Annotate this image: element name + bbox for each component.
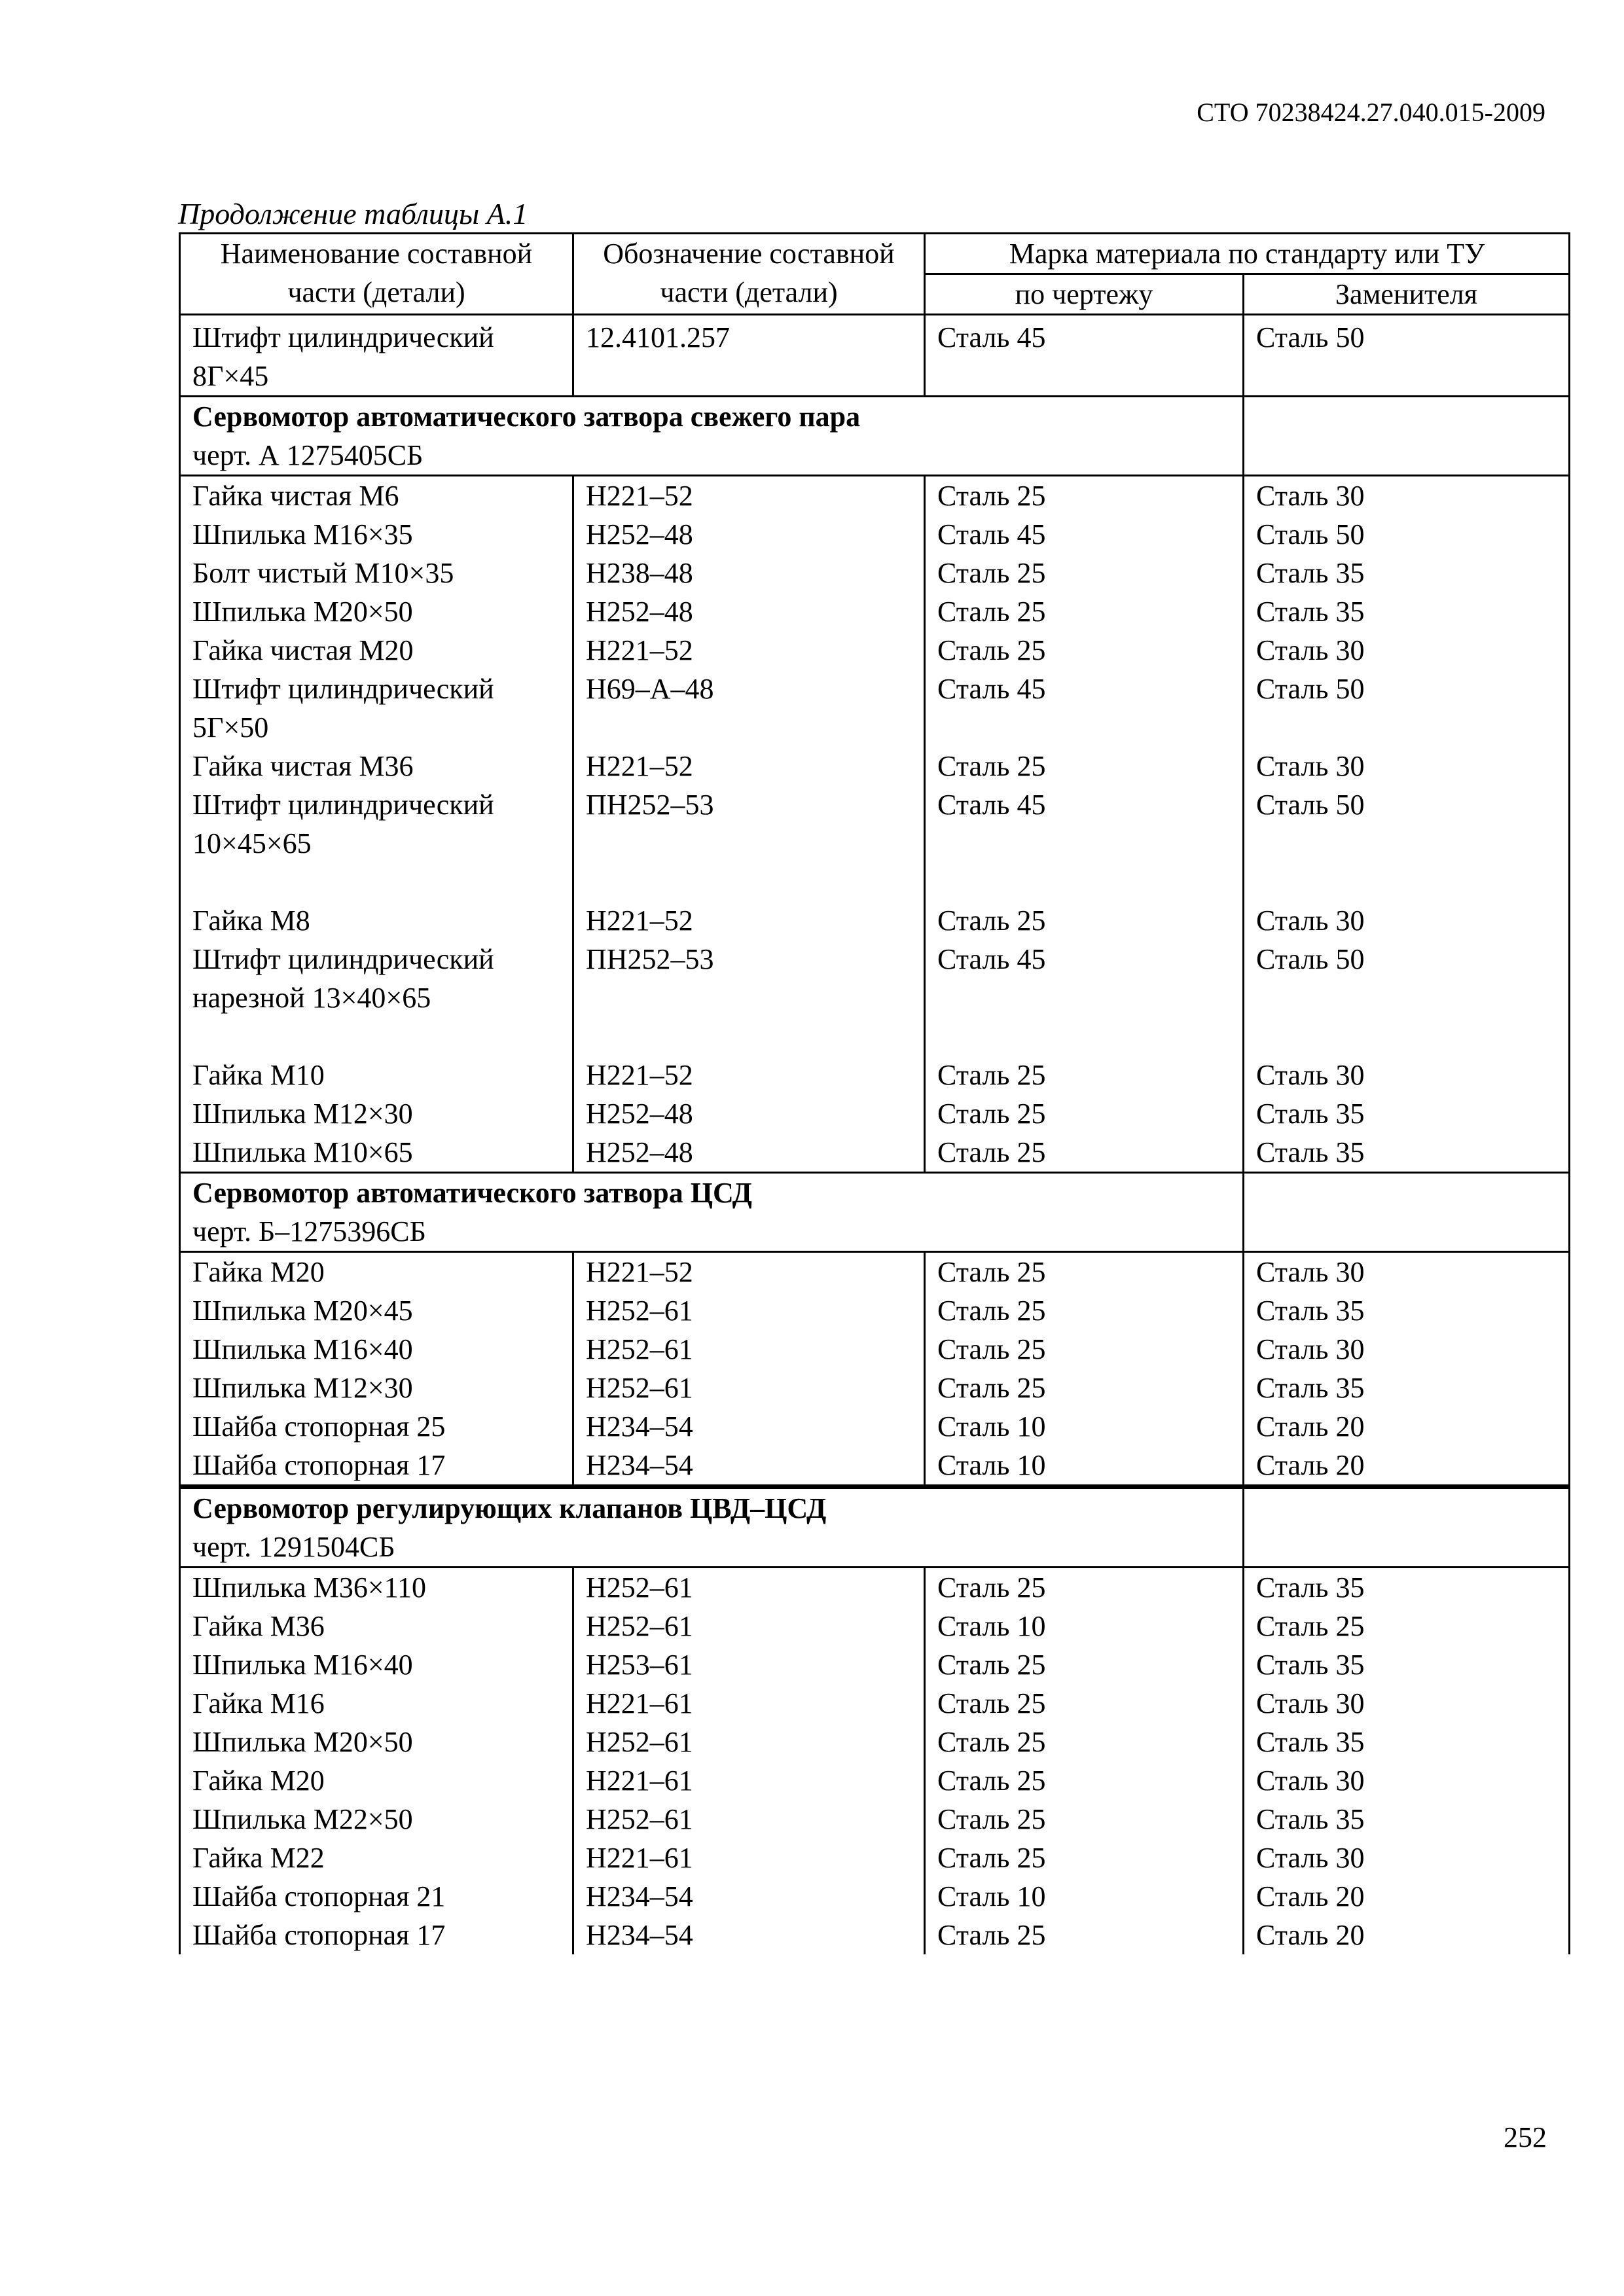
page-number: 252 <box>1504 2121 1547 2153</box>
section-drawing-number: черт. 1291504СБ <box>192 1531 395 1563</box>
designation-cell: Н252–48 <box>573 1133 925 1173</box>
section-header-row <box>180 397 1570 476</box>
part-name-cell: Шпилька М12×30 <box>180 1369 573 1407</box>
part-name-cell: Гайка М10 <box>180 1056 573 1094</box>
section-title: Сервомотор регулирующих клапанов ЦВД–ЦСД <box>192 1492 827 1524</box>
substitute-cell: Сталь 30 <box>1244 1684 1570 1723</box>
designation-cell: ПН252–53 <box>573 785 925 901</box>
designation-cell: Н221–52 <box>573 476 925 516</box>
designation-cell: Н221–61 <box>573 1761 925 1800</box>
substitute-cell: Сталь 30 <box>1244 901 1570 940</box>
table-body <box>180 315 1570 1955</box>
material-cell: Сталь 25 <box>925 592 1244 631</box>
substitute-cell: Сталь 30 <box>1244 1056 1570 1094</box>
table-row <box>180 1568 1570 1607</box>
material-cell: Сталь 45 <box>925 940 1244 1056</box>
substitute-cell: Сталь 50 <box>1244 940 1570 1056</box>
part-name-cell: Шпилька М20×50 <box>180 1723 573 1761</box>
substitute-cell: Сталь 50 <box>1244 670 1570 747</box>
table-row <box>180 1094 1570 1133</box>
material-cell: Сталь 25 <box>925 1839 1244 1877</box>
table-row <box>180 1839 1570 1877</box>
designation-cell: Н234–54 <box>573 1407 925 1446</box>
table-row <box>180 476 1570 516</box>
table-row <box>180 1723 1570 1761</box>
part-name-cell: Гайка М22 <box>180 1839 573 1877</box>
table-row <box>180 1369 1570 1407</box>
table-row <box>180 1800 1570 1839</box>
column-header-by-drawing: по чертежу <box>925 274 1244 315</box>
part-name-cell: Шпилька М20×50 <box>180 592 573 631</box>
designation-cell: Н69–А–48 <box>573 670 925 747</box>
material-cell: Сталь 25 <box>925 1133 1244 1173</box>
substitute-cell: Сталь 35 <box>1244 592 1570 631</box>
part-name-cell: Гайка чистая М6 <box>180 476 573 516</box>
substitute-cell: Сталь 20 <box>1244 1916 1570 1954</box>
part-name-cell: Гайка М8 <box>180 901 573 940</box>
part-name-cell: Гайка М16 <box>180 1684 573 1723</box>
section-header-row <box>180 1487 1570 1568</box>
designation-cell: Н221–52 <box>573 901 925 940</box>
section-title-cell <box>180 397 1244 476</box>
part-name-cell: Шайба стопорная 17 <box>180 1446 573 1487</box>
table-row <box>180 1056 1570 1094</box>
column-header-substitute: Заменителя <box>1244 274 1570 315</box>
part-name-cell: Шайба стопорная 21 <box>180 1877 573 1916</box>
section-empty-cell <box>1244 1487 1570 1568</box>
substitute-cell: Сталь 20 <box>1244 1407 1570 1446</box>
table-row <box>180 1607 1570 1645</box>
part-name-cell: Шпилька М12×30 <box>180 1094 573 1133</box>
table-row <box>180 940 1570 1056</box>
table-row <box>180 1645 1570 1684</box>
designation-cell: Н252–61 <box>573 1369 925 1407</box>
substitute-cell: Сталь 30 <box>1244 1330 1570 1369</box>
designation-cell: ПН252–53 <box>573 940 925 1056</box>
substitute-cell: Сталь 35 <box>1244 1291 1570 1330</box>
part-name-cell: Штифт цилиндрический 8Г×45 <box>180 315 573 397</box>
designation-cell: Н221–52 <box>573 1252 925 1292</box>
document-code: СТО 70238424.27.040.015-2009 <box>1197 98 1545 127</box>
table-row <box>180 901 1570 940</box>
part-name-cell: Гайка чистая М20 <box>180 631 573 670</box>
substitute-cell: Сталь 30 <box>1244 631 1570 670</box>
substitute-cell: Сталь 30 <box>1244 1252 1570 1292</box>
substitute-cell: Сталь 35 <box>1244 1568 1570 1607</box>
part-name-cell: Штифт цилиндрический 10×45×65 <box>180 785 573 901</box>
substitute-cell: Сталь 35 <box>1244 1369 1570 1407</box>
material-cell: Сталь 25 <box>925 747 1244 785</box>
part-name-cell: Шпилька М36×110 <box>180 1568 573 1607</box>
substitute-cell: Сталь 35 <box>1244 1133 1570 1173</box>
part-name-cell: Шпилька М10×65 <box>180 1133 573 1173</box>
substitute-cell: Сталь 35 <box>1244 1723 1570 1761</box>
table-row <box>180 670 1570 747</box>
column-header-name: Наименование составной части (детали) <box>180 234 573 315</box>
materials-table <box>179 232 1570 1954</box>
table-row <box>180 1916 1570 1954</box>
designation-cell: Н234–54 <box>573 1446 925 1487</box>
designation-cell: Н234–54 <box>573 1877 925 1916</box>
table-row <box>180 631 1570 670</box>
column-header-material: Марка материала по стандарту или ТУ <box>925 234 1570 274</box>
material-cell: Сталь 45 <box>925 515 1244 554</box>
table-caption: Продолжение таблицы А.1 <box>178 197 528 230</box>
part-name-cell: Болт чистый М10×35 <box>180 554 573 592</box>
table-row <box>180 1133 1570 1173</box>
designation-cell: Н221–61 <box>573 1684 925 1723</box>
section-drawing-number: черт. А 1275405СБ <box>192 439 424 471</box>
section-header-row <box>180 1173 1570 1252</box>
material-cell: Сталь 25 <box>925 1568 1244 1607</box>
section-title-cell <box>180 1173 1244 1252</box>
designation-cell: Н252–61 <box>573 1291 925 1330</box>
designation-cell: Н221–52 <box>573 747 925 785</box>
table-row <box>180 315 1570 397</box>
material-cell: Сталь 45 <box>925 785 1244 901</box>
table-row <box>180 1877 1570 1916</box>
section-empty-cell <box>1244 397 1570 476</box>
substitute-cell: Сталь 25 <box>1244 1607 1570 1645</box>
material-cell: Сталь 45 <box>925 670 1244 747</box>
section-title: Сервомотор автоматического затвора ЦСД <box>192 1177 752 1209</box>
substitute-cell: Сталь 50 <box>1244 785 1570 901</box>
designation-cell: 12.4101.257 <box>573 315 925 397</box>
designation-cell: Н252–61 <box>573 1723 925 1761</box>
part-name-cell: Шайба стопорная 25 <box>180 1407 573 1446</box>
part-name-cell: Штифт цилиндрический нарезной 13×40×65 <box>180 940 573 1056</box>
part-name-cell: Шпилька М20×45 <box>180 1291 573 1330</box>
designation-cell: Н252–48 <box>573 515 925 554</box>
designation-cell: Н234–54 <box>573 1916 925 1954</box>
material-cell: Сталь 25 <box>925 1330 1244 1369</box>
designation-cell: Н252–48 <box>573 1094 925 1133</box>
designation-cell: Н221–52 <box>573 631 925 670</box>
table-row <box>180 1291 1570 1330</box>
material-cell: Сталь 25 <box>925 1761 1244 1800</box>
substitute-cell: Сталь 35 <box>1244 1800 1570 1839</box>
material-cell: Сталь 25 <box>925 901 1244 940</box>
column-header-designation: Обозначение составной части (детали) <box>573 234 925 315</box>
table-row <box>180 1761 1570 1800</box>
table-row <box>180 1252 1570 1292</box>
part-name-cell: Штифт цилиндрический 5Г×50 <box>180 670 573 747</box>
table-row <box>180 785 1570 901</box>
designation-cell: Н252–61 <box>573 1568 925 1607</box>
substitute-cell: Сталь 20 <box>1244 1446 1570 1487</box>
substitute-cell: Сталь 50 <box>1244 515 1570 554</box>
section-title: Сервомотор автоматического затвора свежего пара <box>192 401 861 433</box>
material-cell: Сталь 25 <box>925 1094 1244 1133</box>
material-cell: Сталь 25 <box>925 1684 1244 1723</box>
part-name-cell: Шпилька М16×35 <box>180 515 573 554</box>
material-cell: Сталь 25 <box>925 1645 1244 1684</box>
material-cell: Сталь 25 <box>925 1252 1244 1292</box>
material-cell: Сталь 25 <box>925 476 1244 516</box>
designation-cell: Н252–61 <box>573 1607 925 1645</box>
part-name-cell: Шпилька М16×40 <box>180 1645 573 1684</box>
part-name-cell: Шпилька М22×50 <box>180 1800 573 1839</box>
designation-cell: Н252–61 <box>573 1800 925 1839</box>
material-cell: Сталь 25 <box>925 554 1244 592</box>
part-name-cell: Гайка М36 <box>180 1607 573 1645</box>
table-row <box>180 515 1570 554</box>
table-row <box>180 1684 1570 1723</box>
table-row <box>180 554 1570 592</box>
material-cell: Сталь 10 <box>925 1877 1244 1916</box>
designation-cell: Н221–61 <box>573 1839 925 1877</box>
material-cell: Сталь 25 <box>925 1723 1244 1761</box>
part-name-cell: Гайка М20 <box>180 1761 573 1800</box>
substitute-cell: Сталь 30 <box>1244 1761 1570 1800</box>
table-row <box>180 747 1570 785</box>
material-cell: Сталь 10 <box>925 1446 1244 1487</box>
designation-cell: Н221–52 <box>573 1056 925 1094</box>
part-name-cell: Гайка М20 <box>180 1252 573 1292</box>
section-title-cell <box>180 1487 1244 1568</box>
table-row <box>180 1330 1570 1369</box>
designation-cell: Н253–61 <box>573 1645 925 1684</box>
substitute-cell: Сталь 30 <box>1244 476 1570 516</box>
material-cell: Сталь 25 <box>925 1056 1244 1094</box>
section-drawing-number: черт. Б–1275396СБ <box>192 1215 426 1247</box>
substitute-cell: Сталь 50 <box>1244 315 1570 397</box>
part-name-cell: Шпилька М16×40 <box>180 1330 573 1369</box>
material-cell: Сталь 25 <box>925 1291 1244 1330</box>
substitute-cell: Сталь 30 <box>1244 1839 1570 1877</box>
material-cell: Сталь 25 <box>925 1800 1244 1839</box>
designation-cell: Н252–48 <box>573 592 925 631</box>
material-cell: Сталь 25 <box>925 631 1244 670</box>
table-row <box>180 1446 1570 1487</box>
material-cell: Сталь 45 <box>925 315 1244 397</box>
table-row <box>180 1407 1570 1446</box>
substitute-cell: Сталь 35 <box>1244 1645 1570 1684</box>
designation-cell: Н238–48 <box>573 554 925 592</box>
table-row <box>180 592 1570 631</box>
substitute-cell: Сталь 30 <box>1244 747 1570 785</box>
substitute-cell: Сталь 35 <box>1244 554 1570 592</box>
material-cell: Сталь 25 <box>925 1369 1244 1407</box>
substitute-cell: Сталь 35 <box>1244 1094 1570 1133</box>
designation-cell: Н252–61 <box>573 1330 925 1369</box>
substitute-cell: Сталь 20 <box>1244 1877 1570 1916</box>
material-cell: Сталь 10 <box>925 1407 1244 1446</box>
material-cell: Сталь 25 <box>925 1916 1244 1954</box>
material-cell: Сталь 10 <box>925 1607 1244 1645</box>
part-name-cell: Гайка чистая М36 <box>180 747 573 785</box>
part-name-cell: Шайба стопорная 17 <box>180 1916 573 1954</box>
section-empty-cell <box>1244 1173 1570 1252</box>
